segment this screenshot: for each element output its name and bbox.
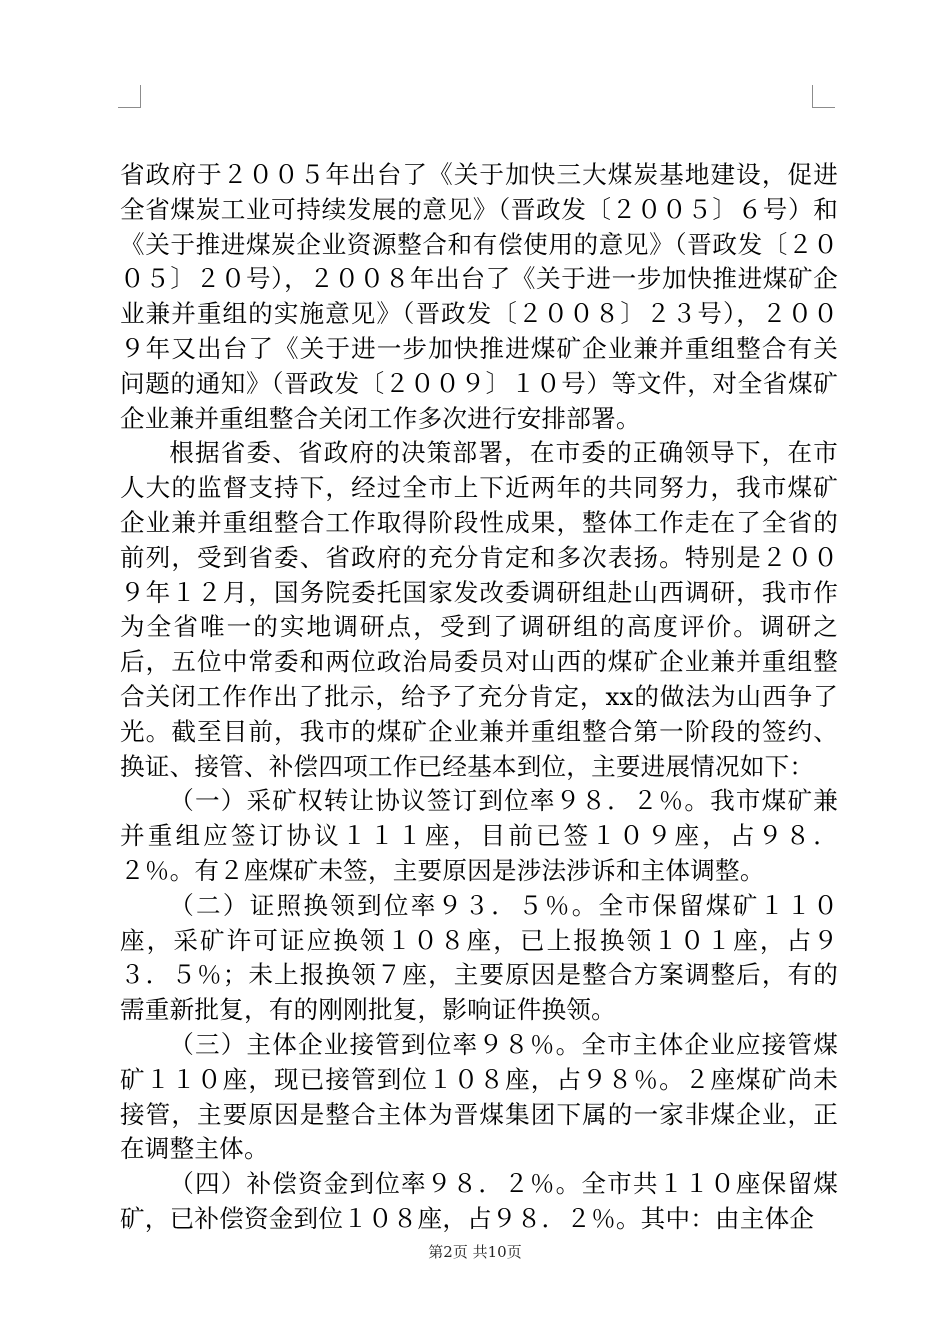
page-number-footer: 第2页 共10页 (428, 1243, 522, 1261)
paragraph-agreement-rate: （一）采矿权转让协议签订到位率９８．２％。我市煤矿兼并重组应签订协议１１１座，目前已签１０９座，占９８．２％。有２座煤矿未签，主要原因是涉法涉诉和主体调整。 (120, 786, 838, 885)
paragraph-policy-documents: 省政府于２００５年出台了《关于加快三大煤炭基地建设，促进全省煤炭工业可持续发展的意见》（晋政发〔２００５〕６号）和《关于推进煤炭企业资源整合和有偿使用的意见》（晋政发〔２００５〕２０号），２００８年出台了《关于进一步加快推进煤矿企业兼并重组的实施意见》（晋政发〔２００８〕２３号），２００９年又出台了《关于进一步加快推进煤矿企业兼并重组整合有关问题的通知》（晋政发〔２００９〕１０号）等文件，对全省煤矿企业兼并重组整合关闭工作多次进行安排部署。 (120, 160, 838, 433)
crop-mark-top-right (812, 85, 835, 108)
paragraph-compensation-rate: （四）补偿资金到位率９８．２％。全市共１１０座保留煤矿，已补偿资金到位１０８座，占９８．２％。其中：由主体企 (120, 1169, 838, 1233)
paragraph-progress-overview: 根据省委、省政府的决策部署，在市委的正确领导下，在市人大的监督支持下，经过全市上下近两年的共同努力，我市煤矿企业兼并重组整合工作取得阶段性成果，整体工作走在了全省的前列，受到省委、省政府的充分肯定和多次表扬。特别是２００９年１２月，国务院委托国家发改委调研组赴山西调研，我市作为全省唯一的实地调研点，受到了调研组的高度评价。调研之后，五位中常委和两位政治局委员对山西的煤矿企业兼并重组整合关闭工作作出了批示，给予了充分肯定，xx的做法为山西争了光。截至目前，我市的煤矿企业兼并重组整合第一阶段的签约、换证、接管、补偿四项工作已经基本到位，主要进展情况如下： (120, 438, 838, 781)
paragraph-license-rate: （二）证照换领到位率９３．５％。全市保留煤矿１１０座，采矿许可证应换领１０８座，已上报换领１０１座，占９３．５％；未上报换领７座，主要原因是整合方案调整后，有的需重新批复，有的刚刚批复，影响证件换领。 (120, 890, 838, 1025)
crop-mark-top-left (118, 85, 141, 108)
document-body (120, 158, 838, 1237)
paragraph-takeover-rate: （三）主体企业接管到位率９８％。全市主体企业应接管煤矿１１０座，现已接管到位１０８座，占９８％。２座煤矿尚未接管，主要原因是整合主体为晋煤集团下属的一家非煤企业，正在调整主体。 (120, 1029, 838, 1164)
